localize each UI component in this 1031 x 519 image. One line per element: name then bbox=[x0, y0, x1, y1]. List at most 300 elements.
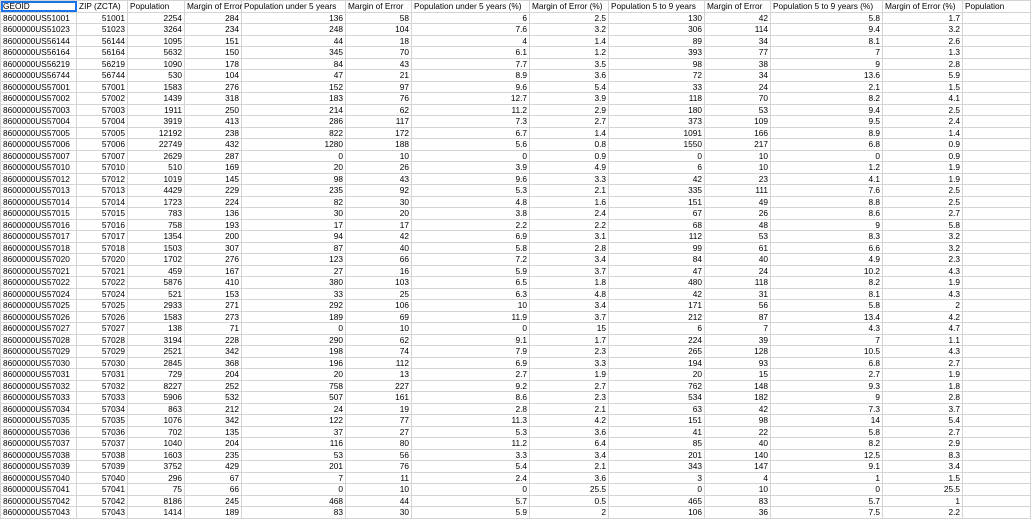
cell[interactable]: 8600000US57030 bbox=[1, 357, 77, 369]
cell[interactable] bbox=[963, 70, 1031, 82]
cell[interactable]: 273 bbox=[185, 311, 242, 323]
cell[interactable]: 151 bbox=[609, 415, 705, 427]
cell[interactable]: 0.9 bbox=[530, 150, 609, 162]
cell[interactable]: 8600000US57014 bbox=[1, 196, 77, 208]
cell[interactable]: 21 bbox=[346, 70, 412, 82]
cell[interactable]: 1.7 bbox=[883, 12, 963, 24]
cell[interactable]: 250 bbox=[185, 104, 242, 116]
cell[interactable]: 8.9 bbox=[771, 127, 883, 139]
cell[interactable]: 480 bbox=[609, 277, 705, 289]
cell[interactable]: 17 bbox=[242, 219, 346, 231]
cell[interactable]: 36 bbox=[705, 507, 771, 519]
cell[interactable]: 1091 bbox=[609, 127, 705, 139]
cell[interactable] bbox=[963, 196, 1031, 208]
cell[interactable] bbox=[963, 127, 1031, 139]
cell[interactable]: 53 bbox=[705, 231, 771, 243]
cell[interactable]: 99 bbox=[609, 242, 705, 254]
header-cell[interactable]: Margin of Error bbox=[346, 1, 412, 13]
cell[interactable]: 189 bbox=[242, 311, 346, 323]
cell[interactable]: 287 bbox=[185, 150, 242, 162]
cell[interactable] bbox=[963, 242, 1031, 254]
cell[interactable]: 1.4 bbox=[883, 127, 963, 139]
cell[interactable]: 11.3 bbox=[412, 415, 530, 427]
cell[interactable]: 188 bbox=[346, 139, 412, 151]
cell[interactable]: 13 bbox=[346, 369, 412, 381]
cell[interactable]: 57037 bbox=[77, 438, 128, 450]
cell[interactable]: 169 bbox=[185, 162, 242, 174]
cell[interactable]: 9.1 bbox=[771, 461, 883, 473]
cell[interactable]: 76 bbox=[346, 461, 412, 473]
cell[interactable]: 2.1 bbox=[530, 185, 609, 197]
cell[interactable]: 1503 bbox=[128, 242, 185, 254]
cell[interactable]: 19 bbox=[346, 403, 412, 415]
cell[interactable]: 5.8 bbox=[883, 219, 963, 231]
cell[interactable]: 12192 bbox=[128, 127, 185, 139]
cell[interactable]: 8600000US57021 bbox=[1, 265, 77, 277]
cell[interactable]: 5906 bbox=[128, 392, 185, 404]
cell[interactable]: 57020 bbox=[77, 254, 128, 266]
cell[interactable]: 106 bbox=[609, 507, 705, 519]
cell[interactable]: 2 bbox=[883, 300, 963, 312]
cell[interactable]: 1.5 bbox=[883, 81, 963, 93]
cell[interactable]: 2.3 bbox=[883, 254, 963, 266]
cell[interactable]: 368 bbox=[185, 357, 242, 369]
cell[interactable]: 8600000US57029 bbox=[1, 346, 77, 358]
cell[interactable]: 30 bbox=[346, 196, 412, 208]
cell[interactable]: 69 bbox=[346, 311, 412, 323]
cell[interactable]: 3 bbox=[609, 472, 705, 484]
header-cell[interactable]: Margin of Error (%) bbox=[530, 1, 609, 13]
cell[interactable]: 1076 bbox=[128, 415, 185, 427]
cell[interactable]: 49 bbox=[705, 196, 771, 208]
cell[interactable]: 66 bbox=[346, 254, 412, 266]
cell[interactable]: 153 bbox=[185, 288, 242, 300]
cell[interactable]: 1.2 bbox=[771, 162, 883, 174]
cell[interactable]: 2.1 bbox=[530, 403, 609, 415]
cell[interactable]: 4.9 bbox=[530, 162, 609, 174]
cell[interactable]: 15 bbox=[530, 323, 609, 335]
cell[interactable]: 1550 bbox=[609, 139, 705, 151]
cell[interactable]: 8600000US57041 bbox=[1, 484, 77, 496]
cell[interactable]: 7.3 bbox=[412, 116, 530, 128]
cell[interactable] bbox=[963, 35, 1031, 47]
cell[interactable]: 8.2 bbox=[771, 277, 883, 289]
cell[interactable]: 34 bbox=[705, 70, 771, 82]
cell[interactable]: 1.2 bbox=[530, 47, 609, 59]
cell[interactable]: 1.9 bbox=[883, 162, 963, 174]
cell[interactable]: 3.4 bbox=[530, 449, 609, 461]
cell[interactable]: 6.3 bbox=[412, 288, 530, 300]
cell[interactable]: 4.3 bbox=[883, 288, 963, 300]
cell[interactable]: 5.7 bbox=[412, 495, 530, 507]
cell[interactable]: 6 bbox=[609, 323, 705, 335]
cell[interactable]: 11.2 bbox=[412, 438, 530, 450]
cell[interactable]: 57014 bbox=[77, 196, 128, 208]
cell[interactable]: 1702 bbox=[128, 254, 185, 266]
cell[interactable]: 235 bbox=[185, 449, 242, 461]
cell[interactable]: 8600000US57002 bbox=[1, 93, 77, 105]
cell[interactable]: 8600000US57038 bbox=[1, 449, 77, 461]
cell[interactable]: 66 bbox=[185, 484, 242, 496]
cell[interactable]: 6.7 bbox=[412, 127, 530, 139]
cell[interactable]: 235 bbox=[242, 185, 346, 197]
cell[interactable]: 194 bbox=[609, 357, 705, 369]
cell[interactable]: 57004 bbox=[77, 116, 128, 128]
cell[interactable]: 85 bbox=[609, 438, 705, 450]
cell[interactable] bbox=[963, 104, 1031, 116]
cell[interactable]: 3.7 bbox=[883, 403, 963, 415]
cell[interactable]: 47 bbox=[609, 265, 705, 277]
cell[interactable]: 8600000US56744 bbox=[1, 70, 77, 82]
cell[interactable]: 62 bbox=[346, 104, 412, 116]
cell[interactable]: 530 bbox=[128, 70, 185, 82]
cell[interactable]: 57016 bbox=[77, 219, 128, 231]
cell[interactable]: 0 bbox=[412, 150, 530, 162]
cell[interactable]: 1.7 bbox=[530, 334, 609, 346]
cell[interactable]: 8600000US57013 bbox=[1, 185, 77, 197]
cell[interactable]: 6 bbox=[609, 162, 705, 174]
cell[interactable]: 2.1 bbox=[771, 81, 883, 93]
cell[interactable] bbox=[963, 24, 1031, 36]
cell[interactable]: 72 bbox=[609, 70, 705, 82]
cell[interactable]: 8227 bbox=[128, 380, 185, 392]
cell[interactable]: 8600000US57028 bbox=[1, 334, 77, 346]
cell[interactable]: 1.9 bbox=[883, 277, 963, 289]
cell[interactable] bbox=[963, 254, 1031, 266]
cell[interactable]: 8600000US57006 bbox=[1, 139, 77, 151]
cell[interactable]: 8600000US57035 bbox=[1, 415, 77, 427]
cell[interactable]: 62 bbox=[346, 334, 412, 346]
header-cell[interactable]: Margin of Error bbox=[705, 1, 771, 13]
cell[interactable] bbox=[963, 415, 1031, 427]
cell[interactable] bbox=[963, 162, 1031, 174]
cell[interactable]: 201 bbox=[609, 449, 705, 461]
cell[interactable]: 94 bbox=[242, 231, 346, 243]
cell[interactable]: 15 bbox=[705, 369, 771, 381]
cell[interactable]: 3.4 bbox=[530, 300, 609, 312]
cell[interactable]: 118 bbox=[609, 93, 705, 105]
cell[interactable]: 9.1 bbox=[412, 334, 530, 346]
cell[interactable]: 459 bbox=[128, 265, 185, 277]
cell[interactable]: 40 bbox=[705, 438, 771, 450]
cell[interactable]: 151 bbox=[609, 196, 705, 208]
cell[interactable]: 1.9 bbox=[883, 369, 963, 381]
cell[interactable]: 3.3 bbox=[530, 173, 609, 185]
cell[interactable]: 152 bbox=[242, 81, 346, 93]
cell[interactable]: 71 bbox=[185, 323, 242, 335]
cell[interactable]: 84 bbox=[242, 58, 346, 70]
cell[interactable]: 510 bbox=[128, 162, 185, 174]
cell[interactable]: 3.3 bbox=[530, 357, 609, 369]
cell[interactable]: 9.6 bbox=[412, 173, 530, 185]
cell[interactable]: 23 bbox=[705, 173, 771, 185]
cell[interactable]: 140 bbox=[705, 449, 771, 461]
cell[interactable]: 57018 bbox=[77, 242, 128, 254]
cell[interactable]: 2.7 bbox=[530, 116, 609, 128]
cell[interactable]: 8600000US56219 bbox=[1, 58, 77, 70]
cell[interactable]: 0.9 bbox=[883, 139, 963, 151]
cell[interactable]: 10 bbox=[412, 300, 530, 312]
cell[interactable]: 5.6 bbox=[412, 139, 530, 151]
cell[interactable]: 201 bbox=[242, 461, 346, 473]
cell[interactable] bbox=[963, 323, 1031, 335]
cell[interactable]: 265 bbox=[609, 346, 705, 358]
cell[interactable]: 6.5 bbox=[412, 277, 530, 289]
cell[interactable]: 0 bbox=[242, 150, 346, 162]
cell[interactable]: 27 bbox=[242, 265, 346, 277]
cell[interactable]: 342 bbox=[185, 346, 242, 358]
cell[interactable]: 3.7 bbox=[530, 311, 609, 323]
cell[interactable]: 2.4 bbox=[530, 208, 609, 220]
cell[interactable]: 56 bbox=[346, 449, 412, 461]
cell[interactable]: 43 bbox=[346, 173, 412, 185]
cell[interactable]: 104 bbox=[346, 24, 412, 36]
cell[interactable]: 8600000US57010 bbox=[1, 162, 77, 174]
cell[interactable]: 3.1 bbox=[530, 231, 609, 243]
cell[interactable]: 26 bbox=[705, 208, 771, 220]
cell[interactable]: 245 bbox=[185, 495, 242, 507]
cell[interactable]: 1.4 bbox=[530, 127, 609, 139]
cell[interactable]: 1040 bbox=[128, 438, 185, 450]
cell[interactable]: 532 bbox=[185, 392, 242, 404]
cell[interactable]: 307 bbox=[185, 242, 242, 254]
cell[interactable]: 2 bbox=[530, 507, 609, 519]
cell[interactable]: 2933 bbox=[128, 300, 185, 312]
cell[interactable]: 413 bbox=[185, 116, 242, 128]
cell[interactable]: 248 bbox=[242, 24, 346, 36]
cell[interactable]: 2.5 bbox=[883, 185, 963, 197]
cell[interactable]: 393 bbox=[609, 47, 705, 59]
cell[interactable]: 1.3 bbox=[883, 47, 963, 59]
cell[interactable]: 57006 bbox=[77, 139, 128, 151]
cell[interactable]: 117 bbox=[346, 116, 412, 128]
cell[interactable]: 6.6 bbox=[771, 242, 883, 254]
cell[interactable] bbox=[963, 311, 1031, 323]
cell[interactable]: 183 bbox=[242, 93, 346, 105]
cell[interactable]: 212 bbox=[185, 403, 242, 415]
cell[interactable]: 16 bbox=[346, 265, 412, 277]
cell[interactable]: 8600000US51023 bbox=[1, 24, 77, 36]
cell[interactable]: 57010 bbox=[77, 162, 128, 174]
cell[interactable]: 53 bbox=[705, 104, 771, 116]
cell[interactable]: 10.2 bbox=[771, 265, 883, 277]
cell[interactable]: 80 bbox=[346, 438, 412, 450]
cell[interactable]: 5.8 bbox=[771, 300, 883, 312]
header-cell[interactable]: ZIP (ZCTA) bbox=[77, 1, 128, 13]
cell[interactable]: 7.5 bbox=[771, 507, 883, 519]
cell[interactable]: 2845 bbox=[128, 357, 185, 369]
cell[interactable]: 7 bbox=[705, 323, 771, 335]
cell[interactable]: 150 bbox=[185, 47, 242, 59]
cell[interactable]: 20 bbox=[346, 208, 412, 220]
cell[interactable]: 182 bbox=[705, 392, 771, 404]
cell[interactable]: 2.2 bbox=[412, 219, 530, 231]
cell[interactable]: 9.4 bbox=[771, 104, 883, 116]
cell[interactable]: 22 bbox=[705, 426, 771, 438]
cell[interactable]: 8600000US57039 bbox=[1, 461, 77, 473]
cell[interactable]: 20 bbox=[242, 369, 346, 381]
cell[interactable]: 8.6 bbox=[412, 392, 530, 404]
cell[interactable]: 2.5 bbox=[530, 12, 609, 24]
cell[interactable] bbox=[963, 472, 1031, 484]
cell[interactable]: 41 bbox=[609, 426, 705, 438]
cell[interactable]: 1.4 bbox=[530, 35, 609, 47]
cell[interactable]: 82 bbox=[242, 196, 346, 208]
cell[interactable]: 286 bbox=[242, 116, 346, 128]
cell[interactable]: 47 bbox=[242, 70, 346, 82]
cell[interactable]: 111 bbox=[705, 185, 771, 197]
cell[interactable]: 2.8 bbox=[530, 242, 609, 254]
cell[interactable]: 5.3 bbox=[412, 185, 530, 197]
cell[interactable]: 109 bbox=[705, 116, 771, 128]
cell[interactable]: 57043 bbox=[77, 507, 128, 519]
cell[interactable]: 56164 bbox=[77, 47, 128, 59]
cell[interactable]: 57007 bbox=[77, 150, 128, 162]
cell[interactable]: 22749 bbox=[128, 139, 185, 151]
cell[interactable]: 7.6 bbox=[412, 24, 530, 36]
cell[interactable]: 8.1 bbox=[771, 288, 883, 300]
cell[interactable] bbox=[963, 438, 1031, 450]
cell[interactable]: 8600000US57003 bbox=[1, 104, 77, 116]
cell[interactable]: 8.3 bbox=[771, 231, 883, 243]
cell[interactable]: 27 bbox=[346, 426, 412, 438]
cell[interactable]: 0.9 bbox=[883, 150, 963, 162]
cell[interactable]: 39 bbox=[705, 334, 771, 346]
cell[interactable]: 161 bbox=[346, 392, 412, 404]
cell[interactable] bbox=[963, 81, 1031, 93]
cell[interactable]: 57031 bbox=[77, 369, 128, 381]
cell[interactable]: 57015 bbox=[77, 208, 128, 220]
cell[interactable]: 70 bbox=[705, 93, 771, 105]
cell[interactable]: 6.8 bbox=[771, 357, 883, 369]
cell[interactable]: 8.1 bbox=[771, 35, 883, 47]
cell[interactable]: 44 bbox=[242, 35, 346, 47]
cell[interactable]: 57021 bbox=[77, 265, 128, 277]
cell[interactable]: 9 bbox=[771, 219, 883, 231]
cell[interactable]: 67 bbox=[185, 472, 242, 484]
cell[interactable]: 2.8 bbox=[412, 403, 530, 415]
cell[interactable]: 1019 bbox=[128, 173, 185, 185]
cell[interactable]: 521 bbox=[128, 288, 185, 300]
cell[interactable]: 148 bbox=[705, 380, 771, 392]
cell[interactable]: 10 bbox=[346, 323, 412, 335]
cell[interactable] bbox=[963, 495, 1031, 507]
cell[interactable]: 83 bbox=[705, 495, 771, 507]
cell[interactable]: 380 bbox=[242, 277, 346, 289]
cell[interactable]: 8600000US57034 bbox=[1, 403, 77, 415]
cell[interactable]: 98 bbox=[705, 415, 771, 427]
cell[interactable]: 6.4 bbox=[530, 438, 609, 450]
cell[interactable]: 24 bbox=[242, 403, 346, 415]
cell[interactable]: 2.4 bbox=[883, 116, 963, 128]
cell[interactable]: 57042 bbox=[77, 495, 128, 507]
cell[interactable]: 6.9 bbox=[412, 357, 530, 369]
header-cell[interactable]: Population under 5 years bbox=[242, 1, 346, 13]
cell[interactable]: 2.7 bbox=[883, 208, 963, 220]
cell[interactable]: 167 bbox=[185, 265, 242, 277]
cell[interactable]: 3.7 bbox=[530, 265, 609, 277]
cell[interactable]: 57027 bbox=[77, 323, 128, 335]
cell[interactable]: 5632 bbox=[128, 47, 185, 59]
cell[interactable]: 228 bbox=[185, 334, 242, 346]
cell[interactable]: 44 bbox=[346, 495, 412, 507]
cell[interactable]: 11.2 bbox=[412, 104, 530, 116]
cell[interactable]: 318 bbox=[185, 93, 242, 105]
cell[interactable]: 292 bbox=[242, 300, 346, 312]
cell[interactable]: 0 bbox=[412, 484, 530, 496]
cell[interactable]: 57035 bbox=[77, 415, 128, 427]
cell[interactable]: 48 bbox=[705, 219, 771, 231]
cell[interactable]: 1.1 bbox=[883, 334, 963, 346]
cell[interactable]: 97 bbox=[346, 81, 412, 93]
header-cell[interactable]: Population 5 to 9 years bbox=[609, 1, 705, 13]
cell[interactable]: 204 bbox=[185, 369, 242, 381]
cell[interactable]: 8.2 bbox=[771, 93, 883, 105]
cell[interactable]: 77 bbox=[346, 415, 412, 427]
cell[interactable]: 70 bbox=[346, 47, 412, 59]
cell[interactable]: 25 bbox=[346, 288, 412, 300]
cell[interactable]: 468 bbox=[242, 495, 346, 507]
cell[interactable]: 83 bbox=[242, 507, 346, 519]
cell[interactable]: 98 bbox=[242, 173, 346, 185]
cell[interactable]: 0.8 bbox=[530, 139, 609, 151]
cell[interactable]: 130 bbox=[609, 12, 705, 24]
cell[interactable]: 76 bbox=[346, 93, 412, 105]
cell[interactable]: 57032 bbox=[77, 380, 128, 392]
cell[interactable]: 57001 bbox=[77, 81, 128, 93]
cell[interactable]: 61 bbox=[705, 242, 771, 254]
cell[interactable]: 1439 bbox=[128, 93, 185, 105]
cell[interactable]: 7.7 bbox=[412, 58, 530, 70]
cell[interactable]: 57026 bbox=[77, 311, 128, 323]
cell[interactable]: 136 bbox=[242, 12, 346, 24]
cell[interactable]: 9.2 bbox=[412, 380, 530, 392]
cell[interactable] bbox=[963, 484, 1031, 496]
cell[interactable] bbox=[963, 346, 1031, 358]
cell[interactable]: 84 bbox=[609, 254, 705, 266]
cell[interactable]: 5.7 bbox=[771, 495, 883, 507]
cell[interactable]: 7 bbox=[242, 472, 346, 484]
cell[interactable]: 2.8 bbox=[883, 392, 963, 404]
cell[interactable]: 3.6 bbox=[530, 426, 609, 438]
cell[interactable]: 13.6 bbox=[771, 70, 883, 82]
cell[interactable]: 57034 bbox=[77, 403, 128, 415]
cell[interactable]: 6 bbox=[412, 12, 530, 24]
cell[interactable]: 8600000US57017 bbox=[1, 231, 77, 243]
cell[interactable]: 5.3 bbox=[412, 426, 530, 438]
cell[interactable]: 3.6 bbox=[530, 472, 609, 484]
cell[interactable]: 42 bbox=[705, 403, 771, 415]
cell[interactable]: 1095 bbox=[128, 35, 185, 47]
cell[interactable]: 56 bbox=[705, 300, 771, 312]
cell[interactable]: 2.1 bbox=[530, 461, 609, 473]
cell[interactable]: 166 bbox=[705, 127, 771, 139]
cell[interactable]: 57022 bbox=[77, 277, 128, 289]
cell[interactable]: 0 bbox=[242, 484, 346, 496]
cell[interactable]: 8600000US56164 bbox=[1, 47, 77, 59]
cell[interactable]: 3.4 bbox=[530, 254, 609, 266]
cell[interactable] bbox=[963, 12, 1031, 24]
cell[interactable]: 8600000US57032 bbox=[1, 380, 77, 392]
cell[interactable]: 8600000US57025 bbox=[1, 300, 77, 312]
cell[interactable]: 4.9 bbox=[771, 254, 883, 266]
cell[interactable]: 42 bbox=[346, 231, 412, 243]
cell[interactable]: 30 bbox=[242, 208, 346, 220]
cell[interactable] bbox=[963, 93, 1031, 105]
cell[interactable] bbox=[963, 150, 1031, 162]
header-cell[interactable]: Population 5 to 9 years (%) bbox=[771, 1, 883, 13]
cell[interactable]: 2.8 bbox=[883, 58, 963, 70]
